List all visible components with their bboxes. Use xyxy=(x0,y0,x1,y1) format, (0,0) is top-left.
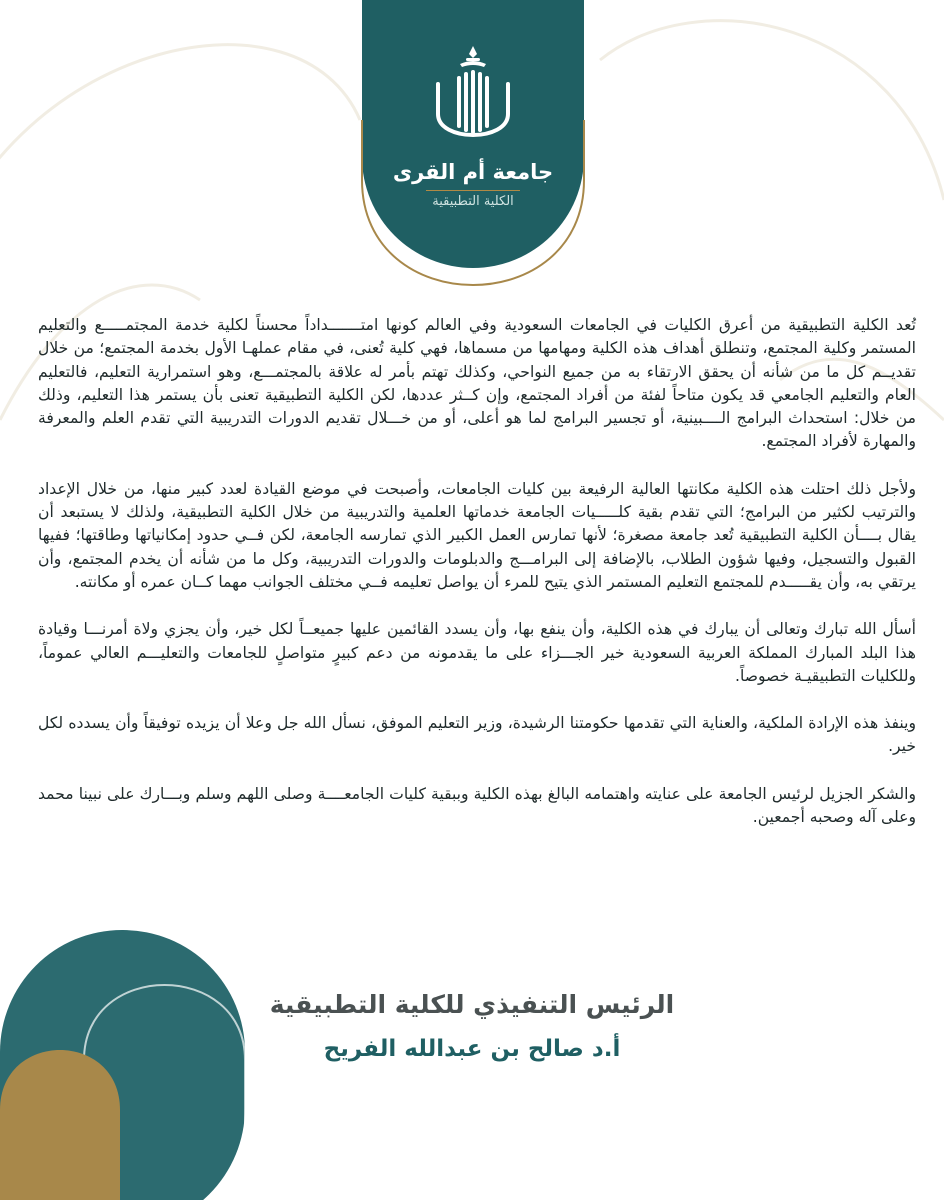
college-name: الكلية التطبيقية xyxy=(432,194,514,209)
signature-title: الرئيس التنفيذي للكلية التطبيقية xyxy=(269,990,675,1019)
top-right-arc xyxy=(600,21,944,200)
bottom-teal-arch xyxy=(0,930,245,1200)
paragraph-3: أسأل الله تبارك وتعالى أن يبارك في هذه الكلية، وأن ينفع بها، وأن يسدد القائمين عليها جميعــاً لكل خير، وأن يجزي ولاة أمرنـــا وقيادة هذا البلد المبارك المملكة العربية السعودية خير الجـــزاء على ما يقدمونه من دعم كبيرٍ متواصلٍ للجامعات والتعليـــم العالي عموماً، وللكليات التطبيقيـة خصوصاً. xyxy=(38,620,916,685)
university-emblem-icon xyxy=(428,44,518,148)
university-logo-tab xyxy=(362,0,584,268)
logo-divider xyxy=(426,190,520,191)
paragraph-1: تُعد الكلية التطبيقية من أعرق الكليات في الجامعات السعودية وفي العالم كونها امتـــــــداداً محسناً لكلية خدمة المجتمـــــع والتعليم المستمر وكلية المجتمع، وتنطلق أهداف هذه الكلية ومهامها من مسماها، فهي كلية تُعنى، في مقام عملهـا الأول بخدمة المجتمع؛ من خلال تقديــم كل ما من شأنه أن يحقق الارتقاء به من جميع النواحي، وكذلك تهتم بأمر له علاقة بالمجتمـــع، وهو استمرارية التعليم، فالتعليم العام والتعليم الجامعي قد يكون متاحاً لفئة من أفراد المجتمع، وإن كــثر عددها، لكن الكلية التطبيقية تعنى بأن يستمر هذا التعليم، وذلك من خلال: استحداث البرامج الــــبينية، أو تجسير البرامج لما هو أعلى، أو من خـــلال تقديم الدورات التدريبية التي تقدم العلم والمعرفة والمهارة لأفراد المجتمع. xyxy=(38,316,916,451)
bottom-gold-arch xyxy=(0,1050,120,1200)
top-left-arc xyxy=(0,45,360,260)
university-name: جامعة أم القرى xyxy=(392,160,554,184)
signature-name: أ.د صالح بن عبدالله الفريح xyxy=(323,1036,621,1062)
paragraph-2: ولأجل ذلك احتلت هذه الكلية مكانتها العالية الرفيعة بين كليات الجامعات، وأصبحت في موضع القيادة لعدد كبير منها، من خلال الإعداد والترتيب لكثير من البرامج؛ التي تقدم بقية كلـــــيات الجامعة خدماتها العلمية والتدريبية من خلال الكلية التطبيقية، ولذلك لا يستبعد أن يقال بــــأن الكلية التطبيقية تُعد جامعة مصغرة؛ لأنها تمارس العمل الكبير الذي تمارسه الجامعة، لكن فــي حدود إمكانياتها وطاقتها؛ ففيها القبول والتسجيل، وفيها شؤون الطلاب، بالإضافة إلى البرامـــج والدبلومات والدورات التدريبية، وكل ما من شأنه أن يخدم المجتمع، وأن يرتقي به، وأن يقـــــدم للمجتمع التعليم المستمر الذي يتيح للمرء أن يواصل تعليمه فــي مختلف الجوانب مهما كــان عمره أو مكانته. xyxy=(38,479,916,591)
paragraph-5: والشكر الجزيل لرئيس الجامعة على عنايته واهتمامه البالغ بهذه الكلية وببقية كليات الجامعــــة وصلى اللهم وسلم وبـــارك على نبينا محمد وعلى آله وصحبه أجمعين. xyxy=(38,784,916,827)
paragraph-4: وينفذ هذه الإرادة الملكية، والعناية التي تقدمها حكومتنا الرشيدة، وزير التعليم الموفق، نسأل الله جل وعلا أن يزيده توفيقاً وأن يسدده لكل خير. xyxy=(38,714,916,756)
letter-body xyxy=(38,314,916,853)
